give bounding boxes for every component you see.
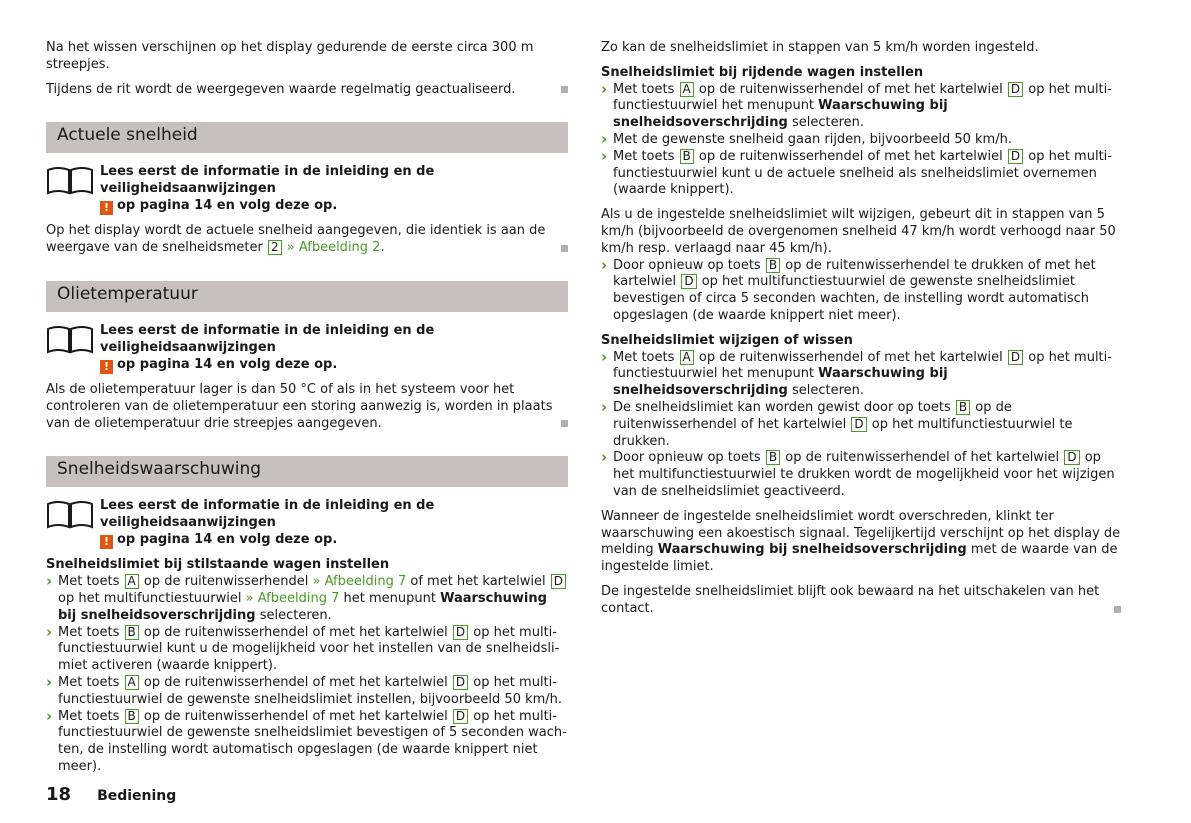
list-item: › Met toets A op de ruitenwisserhendel of met het kartelwiel D op het multifunctiestuurwiel de gewenste snelheidslimiet instellen, bijvoorbeeld 50 km/h. [46,675,568,709]
warning-icon: ! [100,201,113,215]
right-column [601,40,1121,626]
key-d: D [453,625,468,640]
intro-paragraph-2: Tijdens de rit wordt de weergegeven waarde regelmatig geactualiseerd. [46,82,568,99]
list-item: › Met de gewenste snelheid gaan rijden, bijvoorbeeld 50 km/h. [601,132,1121,149]
left-column [46,40,568,784]
subheading-wijzigen-wissen: Snelheidslimiet wijzigen of wissen [601,332,853,348]
key-d: D [1008,350,1023,365]
read-first-note: Lees eerst de informatie in de inleiding en de veiligheidsaanwijzingen ! op pagina 14 en volg deze op. [46,163,568,215]
book-icon [46,499,94,529]
steps-list [601,350,1121,501]
book-icon [46,324,94,354]
steps-list [601,82,1121,200]
warning-icon: ! [100,360,113,374]
list-item: › Met toets A op de ruitenwisserhendel of met het kartelwiel D op het multifunctiestuurwiel het menupunt Waarschuwing bij snelheidsoverschrijding selecteren. [601,82,1121,132]
warning-icon: ! [100,535,113,549]
read-first-note: Lees eerst de informatie in de inleiding en de veiligheidsaanwijzingen ! op pagina 14 en volg deze op. [46,322,568,374]
olietemperatuur-text: Als de olietemperatuur lager is dan 50 °C of als in het systeem voor het controleren van de olietemperatuur een storing aanwezig is, worden in plaats van de olietemperatuur drie streepjes aangegeven. [46,382,568,432]
paragraph-stappen: Zo kan de snelheidslimiet in stappen van 5 km/h worden ingesteld. [601,40,1039,55]
key-2: 2 [268,240,282,255]
note-page-reference[interactable]: op pagina 14 en volg deze op. [117,198,338,214]
list-item: › Door opnieuw op toets B op de ruitenwisserhendel te drukken of met het kartelwiel D op het multifunctiestuurwiel de gewenste snelheidslimiet bevestigen of circa 5 seconden wachten, de instelling wordt automatisch opgeslagen (de waarde knippert niet meer). [601,258,1121,325]
section-end-marker [561,245,568,252]
list-item: › Met toets B op de ruitenwisserhendel of met het kartelwiel D op het multifunctiestuurwiel de gewenste snelheidslimiet bevestigen of 5 seconden wachten, de instelling wordt automatisch opgeslagen (de waarde knippert niet meer). [46,709,568,776]
key-b: B [766,258,780,273]
paragraph-bewaard: De ingestelde snelheidslimiet blijft ook bewaard na het uitschakelen van het contact. [601,584,1121,618]
key-d: D [551,574,566,589]
key-d: D [1008,149,1023,164]
list-item: › Met toets A op de ruitenwisserhendel of met het kartelwiel D op het multifunctiestuurwiel het menupunt Waarschuwing bij snelheidsoverschrijding selecteren. [601,350,1121,400]
section-heading-snelheidswaarschuwing: Snelheidswaarschuwing [46,456,568,487]
subheading-rijdend: Snelheidslimiet bij rijdende wagen instellen [601,64,924,80]
note-page-reference[interactable]: op pagina 14 en volg deze op. [117,532,338,548]
key-d: D [453,709,468,724]
list-item: › Door opnieuw op toets B op de ruitenwisserhendel of het kartelwiel D op het multifunctiestuurwiel te drukken wordt de mogelijkheid voor het wijzigen van de snelheidslimiet geactiveerd. [601,450,1121,500]
key-b: B [680,149,694,164]
list-item: › Met toets B op de ruitenwisserhendel of met het kartelwiel D op het multifunctiestuurwiel kunt u de actuele snelheid als snelheidslimiet overnemen (waarde knippert). [601,149,1121,199]
figure-link[interactable]: » Afbeelding 2 [286,240,381,256]
book-icon [46,165,94,195]
key-d: D [851,417,866,432]
key-a: A [680,350,694,365]
list-item: › Met toets A op de ruitenwisserhendel » Afbeelding 7 of met het kartelwiel D op het multifunctiestuurwiel » Afbeelding 7 het menupunt Waarschuwing bij snelheidsoverschrijding selecteren. [46,574,568,624]
steps-list [46,574,568,776]
key-b: B [125,709,139,724]
key-a: A [125,574,139,589]
key-d: D [1064,450,1079,465]
key-d: D [681,274,696,289]
steps-list [601,258,1121,325]
footer-section-name: Bediening [97,788,177,804]
intro-paragraph-1: Na het wissen verschijnen op het display gedurende de eerste circa 300 m streepjes. [46,40,534,72]
figure-link[interactable]: » Afbeelding 7 [245,590,340,606]
page-number: 18 [46,784,72,805]
key-b: B [125,625,139,640]
key-a: A [680,82,694,97]
page-footer [46,784,177,805]
figure-link[interactable]: » Afbeelding 7 [312,574,407,590]
note-page-reference[interactable]: op pagina 14 en volg deze op. [117,356,338,372]
section-end-marker [561,86,568,93]
paragraph-wijzigen: Als u de ingestelde snelheidslimiet wilt wijzigen, gebeurt dit in stappen van 5 km/h (bijvoorbeeld de overgenomen snelheid 47 km/h wordt verhoogd naar 50 km/h resp. verlaagd naar 45 km/h). [601,207,1116,256]
actuele-snelheid-text: Op het display wordt de actuele snelheid aangegeven, die identiek is aan de weergave van de snelheidsmeter 2 » Afbeelding 2. [46,223,568,257]
key-d: D [453,675,468,690]
section-end-marker [561,420,568,427]
section-heading-actuele-snelheid: Actuele snelheid [46,122,568,153]
key-b: B [956,400,970,415]
list-item: › Met toets B op de ruitenwisserhendel of met het kartelwiel D op het multifunctiestuurwiel kunt u de mogelijkheid voor het instellen van de snelheidslimiet activeren (waarde knippert). [46,625,568,675]
read-first-note: Lees eerst de informatie in de inleiding en de veiligheidsaanwijzingen ! op pagina 14 en volg deze op. [46,497,568,549]
key-b: B [766,450,780,465]
key-d: D [1008,82,1023,97]
subheading-stilstaand: Snelheidslimiet bij stilstaande wagen instellen [46,557,390,573]
section-heading-olietemperatuur: Olietemperatuur [46,281,568,312]
list-item: › De snelheidslimiet kan worden gewist door op toets B op de ruitenwisserhendel of het kartelwiel D op het multifunctiestuurwiel te drukken. [601,400,1121,450]
section-end-marker [1114,606,1121,613]
paragraph-waarschuwing: Wanneer de ingestelde snelheidslimiet wordt overschreden, klinkt ter waarschuwing een akoestisch signaal. Tegelijkertijd verschijnt op het display de melding Waarschuwing bij snelheidsoverschrijding met de waarde van de ingestelde limiet. [601,508,1121,575]
key-a: A [125,675,139,690]
